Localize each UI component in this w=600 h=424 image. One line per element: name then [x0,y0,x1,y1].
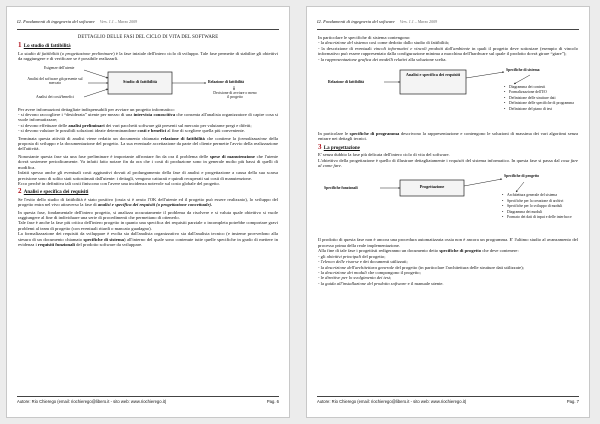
output-list-item: • Architettura generale del sistema [502,193,572,198]
output-list-item: • Specifiche per la creazione di archivi [502,199,572,204]
page-footer [317,396,579,406]
header-title: I2. Fondamenti di ingegneria del software [317,19,395,24]
process-box-label: Progettazione [419,184,445,190]
page-header [317,19,579,30]
page-number: Pag. 6 [266,399,279,404]
process-box-label: Analisi e specifica dei requisiti [405,72,461,78]
footer-author: Autore: Rio Chierego (email: riochierego@libero.it - sito web: www.riochierego.it) [17,399,167,404]
input-label: Specifiche funzionali [324,186,358,191]
list-item: - la descrizione dei moduli che compongono il progetto; [318,269,421,275]
list-item: - si devono valutare le possibili soluzioni ideate determinandone costi e benefici al fine di scegliere quella più conveniente. [18,128,245,134]
header-version: Vers. 1.1 – Marzo 2009 [99,19,138,24]
paragraph: Per avere informazioni dettagliate indispensabili per avviare un progetto informatico: [18,106,175,112]
section-number: 1 [18,41,22,50]
output-label: Relazione di fattibilità [208,79,245,84]
paragraph: Infatti spesso anche gli eventuali costi aggiuntivi dovuti al prolungamento della fase di analisi e progettazione a causa della sua scarsa precisione sono di solito stati sottostimati dall'utente: i dettagli, vengono catturati e quindi recuperati sui costi di manutenzione. [18,170,278,181]
list-item: - si devono effettuare delle analisi preliminari dei vari pacchetti software già presenti sul mercato per valutarne pregi e difetti; [18,122,252,128]
section-number: 3 [318,142,322,151]
page-number: Pag. 7 [566,399,579,404]
process-box-label: Studio di fattibilità [123,78,157,84]
section-heading-2 [18,189,278,195]
list-item: - la descrizione dell'architettura generale del progetto (in particolare l'architettura delle strutture dati utilizzate); [318,264,524,270]
list-item: - la descrizione di eventuali vincoli informativi e vincoli prodotti dall'ambiente in quali il progetto deve sottostare (esempio di vincolo informativo può essere rappresentato dalla configurazione minima a macchina dell'hardware sul quale il prodotto dovrà girare “giare”); [318,45,578,57]
output-list-item: • Definizione delle specifiche di programma [504,101,574,106]
output-list [504,85,574,112]
list-item: - gli obiettivi principali del progetto; [318,253,386,259]
section-title: Lo studio di fattibilità [23,44,71,50]
output-list [502,193,572,220]
list-item: - le direttive per lo svolgimento dei test; [318,275,392,281]
list-item: - la rappresentazione grafica dei modelli relativi alla soluzione scelta. [318,56,447,62]
output-list-item: • Diagramma dei moduli [502,210,572,215]
input-label: Analisi dei costi/benefici [36,94,74,99]
paragraph: Lo studio di fattibilità (o progettazione preliminare) è la fase iniziale dell'intero ciclo di sviluppo. Tale fase permette di stabilire gli obiettivi da raggiungere e di verificare se è possibile realizzarli. [18,50,278,62]
chapter-title: DETTAGLIO DELLE FASI DEL CICLO DI VITA DEL SOFTWARE [77,35,219,40]
left-page [6,6,290,418]
output-list-item: • Formalizzazione dell'I/O [504,90,574,95]
output-list-item: • Diagramma dei contesti [504,85,574,90]
list-item: - la guida all'installazione del prodotto software e il manuale utente. [318,280,444,286]
right-page [306,6,590,418]
header-version: Vers. 1.1 – Marzo 2009 [399,19,438,24]
output-sublabel: Decisione di avviare o meno il progetto [213,90,257,99]
page-footer [17,396,279,406]
paragraph: Alla fine di tale fase i progettisti redigeranno un documento detto specifiche di progetto che deve contenere: [318,248,519,254]
section-title: Analisi e specifica dei requisiti [23,190,89,196]
section-heading-1 [18,43,278,49]
paragraph: In particolare le specifiche di programma descrivono la rappresentazione e contengono le soluzioni di massima dei vari algoritmi senza entrare nei dettagli tecnici. [318,131,579,142]
paragraph: La formalizzazione dei requisiti da sviluppare è evolta sia dall'analista organizzativo sia dall'analista tecnico (e insieme provvedono alla stesura di un documento chiamato specifiche di sistema) all'interno del quale sono contenute tutte quelle specifiche in grado di mettere in evidenza i requisiti funzionali del prodotto software da sviluppare. [18,231,279,247]
requirements-diagram [318,64,578,128]
paragraph: E' senza dubbio la fase più delicata dell'intero ciclo di vita del software. [318,152,450,158]
page-header [17,19,279,30]
paragraph: In particolare le specifiche di sistema contengono: [318,35,411,40]
paragraph: L'obiettivo della progettazione è quello di illustrare dettagliatamente i requisiti del sistema informatico. In questa fase si passa dal cosa fare al come fare. [318,157,578,169]
output-list-item: • Formato dei dati di input e delle interfacce [502,215,572,220]
list-item: - si devono raccogliere i “desiderata” utente per mezzo di una intervista conoscitiva che consenta all'analista organizzatore di capire cosa si vuole informatizzare; [18,112,278,123]
right-page-body [318,35,578,288]
output-list-item: • Definizione del piano di test [504,107,574,112]
input-label: Relazione di fattibilità [328,80,365,85]
paragraph: Terminata questa attività di analisi viene redatto un documento chiamato relazione di fattibilità che contiene la formalizzazione della proposta di sviluppo e la documentazione del progetto. La sua eventuale accettazione da parte del cliente permette l'avvio della realizzazione dell'attività. [18,135,279,152]
paragraph: In questa fase, fondamentale dell'intero progetto, si analizza accuratamente il problema da risolvere e si valuta quale obiettivo si vuole raggiungere al fine di individuare una serie di procedimenti che permettano di ottenerlo. [18,209,278,220]
output-list-item: • Specifiche per lo sviluppo di moduli [502,204,572,209]
list-item: - la descrizione del sistema così come dedotto dallo studio di fattibilità; [318,40,450,46]
output-list-item: • Definizione delle strutture dati [504,96,574,101]
list-item: - l'elenco delle risorse e dei documenti utilizzati; [318,259,408,265]
output-label: Specifiche di progetto [504,174,540,179]
design-diagram [318,170,578,234]
header-title: I2. Fondamenti di ingegneria del software [17,19,95,24]
input-label: Analisi del software già presente sul mercato [27,76,83,85]
section-number: 2 [18,187,22,196]
paragraph: Nonostante questa fase sia una fase preliminare è importante affrontare fin da ora il problema delle spese di manutenzione che l'utente dovrà sostenere periodicamente. Va infatti fatto notare fin da ora che i costi di produzione sono in generale molto più bassi di quelli di modifica. [18,153,279,170]
paragraph: Ecco perché in definitiva tali costi finiscono con l'avere una incidenza notevole sul costo globale del progetto. [18,180,220,186]
footer-author: Autore: Rio Chierego (email: riochierego@libero.it - sito web: www.riochierego.it) [317,399,467,404]
feasibility-diagram [18,64,278,104]
output-label: Specifiche di sistema [506,68,540,73]
paragraph: Se l'esito dello studio di fattibilità è stato positivo (ossia si è avuto l'OK dell'utente ed il progetto può essere realizzato), lo sviluppo del progetto entra nel vivo attraverso la fase di analisi e specifica dei requisiti (o progettazione concettuale). [18,196,278,208]
input-label: Esigenze dell'utente [44,65,75,70]
paragraph: Tale fase è anche la fase più critica dell'intero progetto in quanto una specifica dei requisiti parziale o incompleta potrebbe comportare gravi problemi al team di progetto (con eventuali ritardi o mancato guadagno). [18,220,278,231]
section-title: La progettazione [323,145,360,151]
left-page-body [18,35,278,249]
paragraph: Il prodotto di questa fase non è ancora una procedura automatizzata ossia non è ancora un programma. E' l'ultimo studio al avanzamento del processo prima della reale implementazione. [318,237,578,248]
section-heading-3 [318,142,578,151]
